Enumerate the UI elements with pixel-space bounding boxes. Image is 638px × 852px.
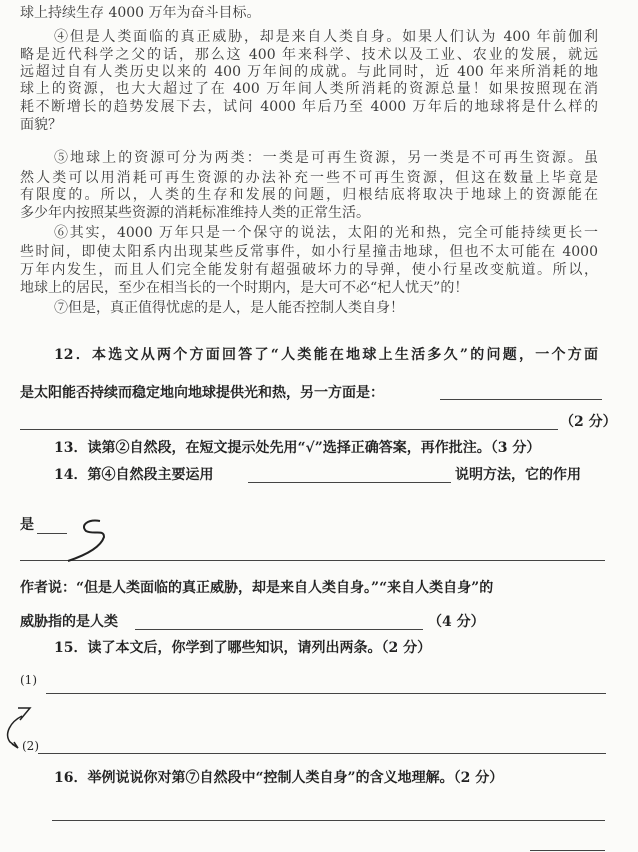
handwritten-mark-icon bbox=[60, 515, 130, 565]
passage-line: 球上持续生存 4000 万年为奋斗目标。 bbox=[20, 5, 261, 21]
question-14-score: （4 分） bbox=[428, 614, 485, 630]
answer-line-15-1[interactable] bbox=[46, 693, 606, 694]
answer-line-16b[interactable] bbox=[530, 850, 605, 851]
passage-line: ⑤地球上的资源可分为两类：一类是可再生资源，另一类是不可再生资源。虽 bbox=[54, 150, 598, 166]
question-14-line2: 是 bbox=[20, 517, 34, 533]
question-13-text: 13．读第②自然段，在短文提示处先用“√”选择正确答案，再作批注。（3 分） bbox=[54, 440, 541, 456]
question-12-text: 12．本选文从两个方面回答了“人类能在地球上生活多久”的问题，一个方面 bbox=[54, 347, 598, 363]
passage-line: 耗不断增长的趋势发展下去，试问 4000 年后乃至 4000 万年后的地球将是什么样的 bbox=[20, 99, 598, 115]
passage-line: 多少年内按照某些资源的消耗标准维持人类的正常生活。 bbox=[20, 205, 370, 221]
question-15-text: 15．读了本文后，你学到了哪些知识，请列出两条。（2 分） bbox=[54, 640, 432, 656]
question-14-suffix: 说明方法，它的作用 bbox=[455, 467, 581, 483]
passage-line: ⑥其实，4000 万年只是一个保守的说法，太阳的光和热，完全可能持续更长一 bbox=[54, 225, 598, 241]
passage-line: ④但是人类面临的真正威胁，却是来自人类自身。如果人们认为 400 年前伽利 bbox=[54, 29, 598, 45]
question-15-item1-label: (1) bbox=[20, 673, 37, 687]
question-14-author-line2: 威胁指的是人类 bbox=[20, 614, 118, 630]
passage-line: 面貌？ bbox=[20, 117, 62, 133]
passage-line: ⑦但是，真正值得忧虑的是人，是人能否控制人类自身！ bbox=[54, 300, 404, 316]
answer-line-14a[interactable] bbox=[248, 482, 451, 483]
passage-line: 远超过自有人类历史以来的 400 万年间的成就。与此同时，近 400 年来所消耗的地 bbox=[20, 64, 598, 80]
passage-line: 些时间，即使太阳系内出现某些反常事件，如小行星撞击地球，但也不太可能在 4000 bbox=[20, 244, 598, 260]
question-12-score: （2 分） bbox=[560, 414, 617, 430]
passage-line: 球上的资源，也大大超过了在 400 万年间人类所消耗的资源总量！如果按照现在消 bbox=[20, 81, 598, 97]
answer-line-15-2[interactable] bbox=[38, 753, 606, 754]
answer-line-16[interactable] bbox=[52, 820, 605, 821]
question-16-text: 16．举例说说你对第⑦自然段中“控制人类自身”的含义地理解。（2 分） bbox=[54, 770, 504, 786]
question-12-text-2: 是太阳能否持续而稳定地向地球提供光和热，另一方面是： bbox=[20, 385, 384, 401]
answer-line-14d[interactable] bbox=[135, 629, 423, 630]
passage-line: 然人类可以用消耗可再生资源的办法补充一些不可再生资源，但这在数量上毕竟是 bbox=[20, 170, 598, 186]
passage-line: 地球上的居民，至少在相当长的一个时期内，是大可不必“杞人忧天”的！ bbox=[20, 280, 469, 296]
answer-line-12a[interactable] bbox=[440, 399, 602, 400]
answer-line-12b[interactable] bbox=[20, 429, 558, 430]
passage-line: 有限度的。所以，人类的生存和发展的问题，归根结底将取决于地球上的资源能在 bbox=[20, 187, 598, 203]
passage-line: 略是近代科学之父的话，那么这 400 年来科学、技术以及工业、农业的发展，就远 bbox=[20, 47, 598, 63]
question-14-author-line1: 作者说：“但是人类面临的真正威胁，却是来自人类自身。”“来自人类自身”的 bbox=[20, 580, 494, 596]
question-15-item2-label: (2) bbox=[22, 739, 39, 753]
question-14-prefix: 14．第④自然段主要运用 bbox=[54, 467, 214, 483]
passage-line: 万年内发生，而且人们完全能发射有超强破坏力的导弹，使小行星改变航道。所以， bbox=[20, 262, 598, 278]
